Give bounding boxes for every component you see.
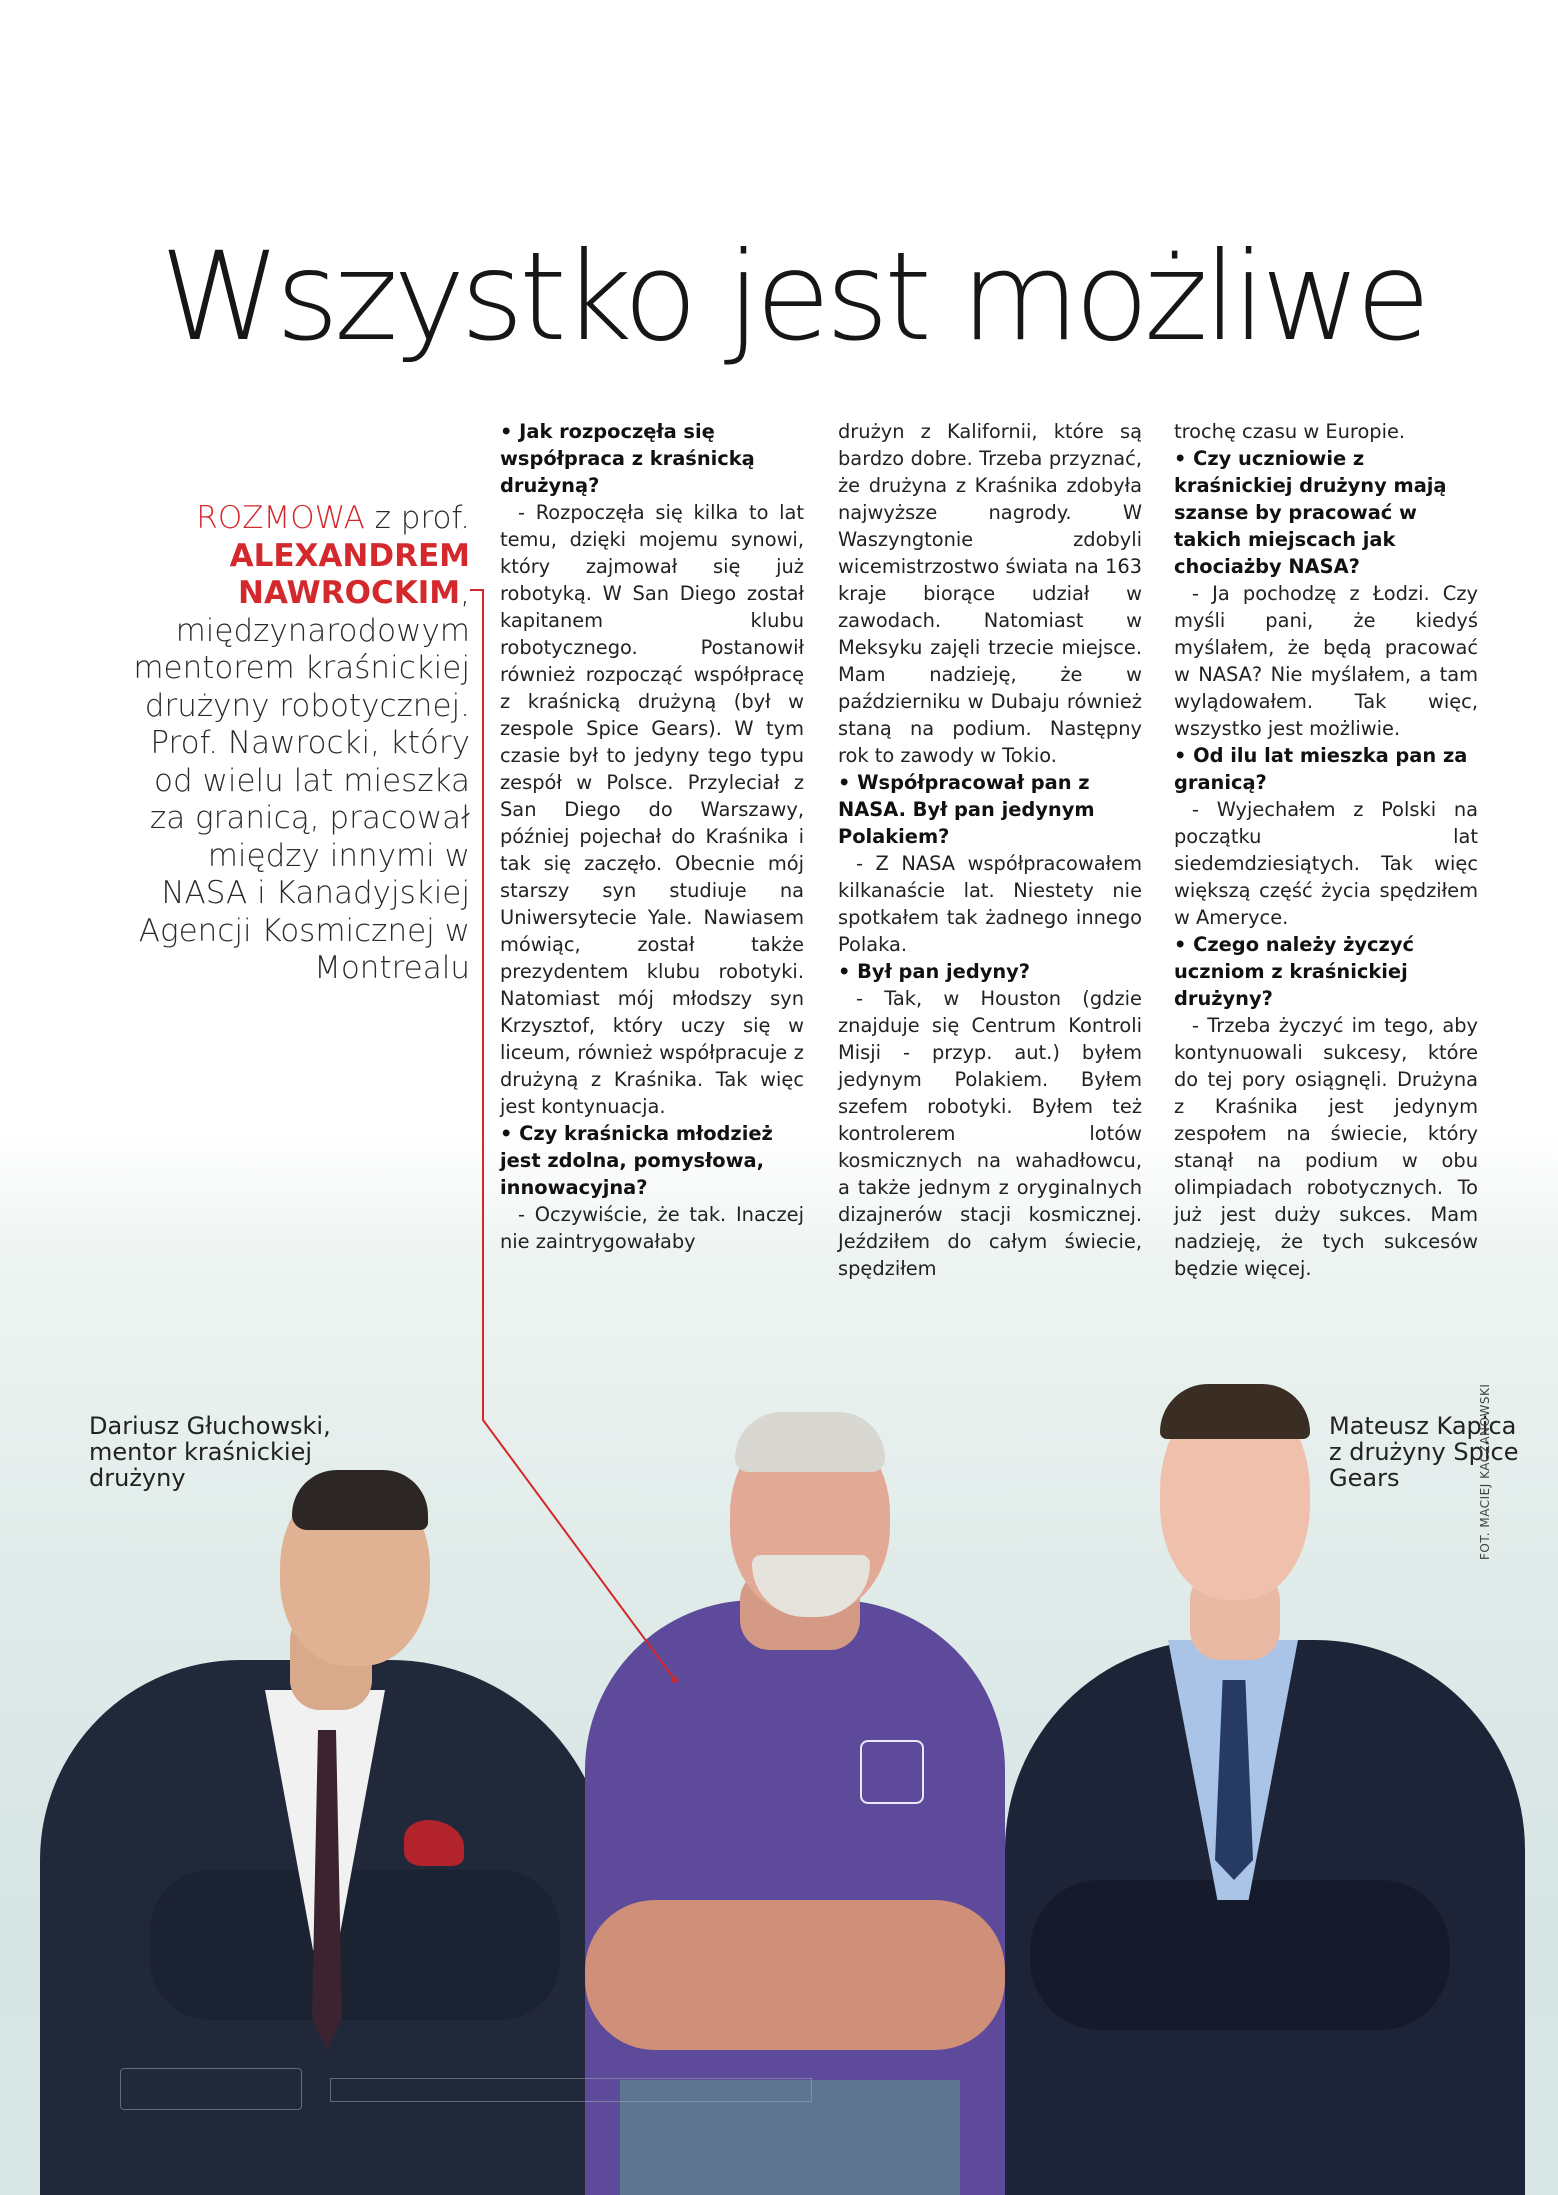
article-column-3 <box>1174 418 1478 1282</box>
intro-label: ROZMOWA <box>196 500 365 536</box>
interviewee-name-line1: ALEXANDREM <box>229 537 470 574</box>
intro-body: międzynarodowym mentorem kraśnickiej drużyny robotycznej. Prof. Nawrocki, który od wielu lat mieszka za granicą, pracował między innymi w NASA i Kanadyjskiej Agencji Kosmicznej w Montrealu <box>133 612 470 986</box>
answer: - Ja pochodzę z Łodzi. Czy myśli pani, że kiedyś myślałem, że będą pracować w NASA? Nie myślałem, a tam wylądowałem. Tak więc, wszystko jest możliwie. <box>1174 582 1478 740</box>
answer-continued: drużyn z Kalifornii, które są bardzo dobre. Trzeba przyznać, że drużyna z Kraśnika zdobyła najwyższe nagrody. W Waszyngtonie zdobyli wicemistrzostwo świata na 163 kraje biorące udział w zawodach. Natomiast w Meksyku zajęli trzecie miejsce. Mam nadzieję, że w październiku w Dubaju również staną na podium. Następny rok to zawody w Tokio. <box>838 420 1142 767</box>
answer: - Oczywiście, że tak. Inaczej nie zaintrygowałaby <box>500 1203 804 1253</box>
question: • Czy uczniowie z kraśnickiej drużyny mają szanse by pracować w takich miejscach jak chociażby NASA? <box>1174 447 1447 578</box>
answer-continued: trochę czasu w Europie. <box>1174 420 1406 443</box>
caption-left: Dariusz Głuchowski, mentor kraśnickiej drużyny <box>89 1412 331 1492</box>
question: • Czego należy życzyć uczniom z kraśnickiej drużyny? <box>1174 933 1414 1010</box>
question: • Od ilu lat mieszka pan za granicą? <box>1174 744 1468 794</box>
question: • Współpracował pan z NASA. Był pan jedynym Polakiem? <box>838 771 1095 848</box>
intro-lead <box>120 500 470 988</box>
answer: - Z NASA współpracowałem kilkanaście lat. Niestety nie spotkałem tak żadnego innego Polaka. <box>838 852 1142 956</box>
question: • Jak rozpoczęła się współpraca z kraśnicką drużyną? <box>500 420 755 497</box>
question: • Czy kraśnicka młodzież jest zdolna, pomysłowa, innowacyjna? <box>500 1122 773 1199</box>
article-column-1 <box>500 418 804 1255</box>
intro-lead-rest: z prof. <box>364 500 470 536</box>
article-column-2 <box>838 418 1142 1282</box>
answer: - Rozpoczęła się kilka to lat temu, dzięki mojemu synowi, który zajmował się już robotyką. W San Diego został kapitanem klubu robotycznego. Postanowił również rozpocząć współpracę z kraśnicką drużyną (był w zespole Spice Gears). W tym czasie był to jedyny tego typu zespół w Polsce. Przyleciał z San Diego do Warszawy, później pojechał do Kraśnika i tak się zaczęło. Obecnie mój starszy syn studiuje na Uniwersytecie Yale. Nawiasem mówiąc, został także prezydentem klubu robotyki. Natomiast mój młodszy syn Krzysztof, który uczy się w liceum, również współpracuje z drużyną z Kraśnika. Tak więc jest kontynuacja. <box>500 501 804 1118</box>
answer: - Trzeba życzyć im tego, aby kontynuowali sukcesy, które do tej pory osiągnęli. Drużyna z Kraśnika jest jedynym zespołem na świecie, który stanął na podium w obu olimpiadach robotycznych. To już jest duży sukces. Mam nadzieję, że tych sukcesów będzie więcej. <box>1174 1014 1478 1280</box>
interviewee-name-line2: NAWROCKIM <box>238 575 461 611</box>
answer: - Wyjechałem z Polski na początku lat siedemdziesiątych. Tak więc większą część życia spędziłem w Ameryce. <box>1174 798 1478 929</box>
question: • Był pan jedyny? <box>838 960 1031 983</box>
caption-right: Mateusz Kapica z drużyny Spice Gears <box>1329 1412 1519 1492</box>
photo-credit: FOT. MACIEJ KACZANOWSKI <box>1478 1383 1492 1560</box>
headline: Wszystko jest możliwe <box>160 226 1426 368</box>
intro-comma: , <box>460 575 470 611</box>
answer: - Tak, w Houston (gdzie znajduje się Centrum Kontroli Misji - przyp. aut.) byłem jedynym Polakiem. Byłem szefem robotyki. Byłem też kontrolerem lotów kosmicznych na wahadłowcu, a także jednym z oryginalnych dizajnerów stacji kosmicznej. Jeździłem do całym świecie, spędziłem <box>838 987 1142 1280</box>
